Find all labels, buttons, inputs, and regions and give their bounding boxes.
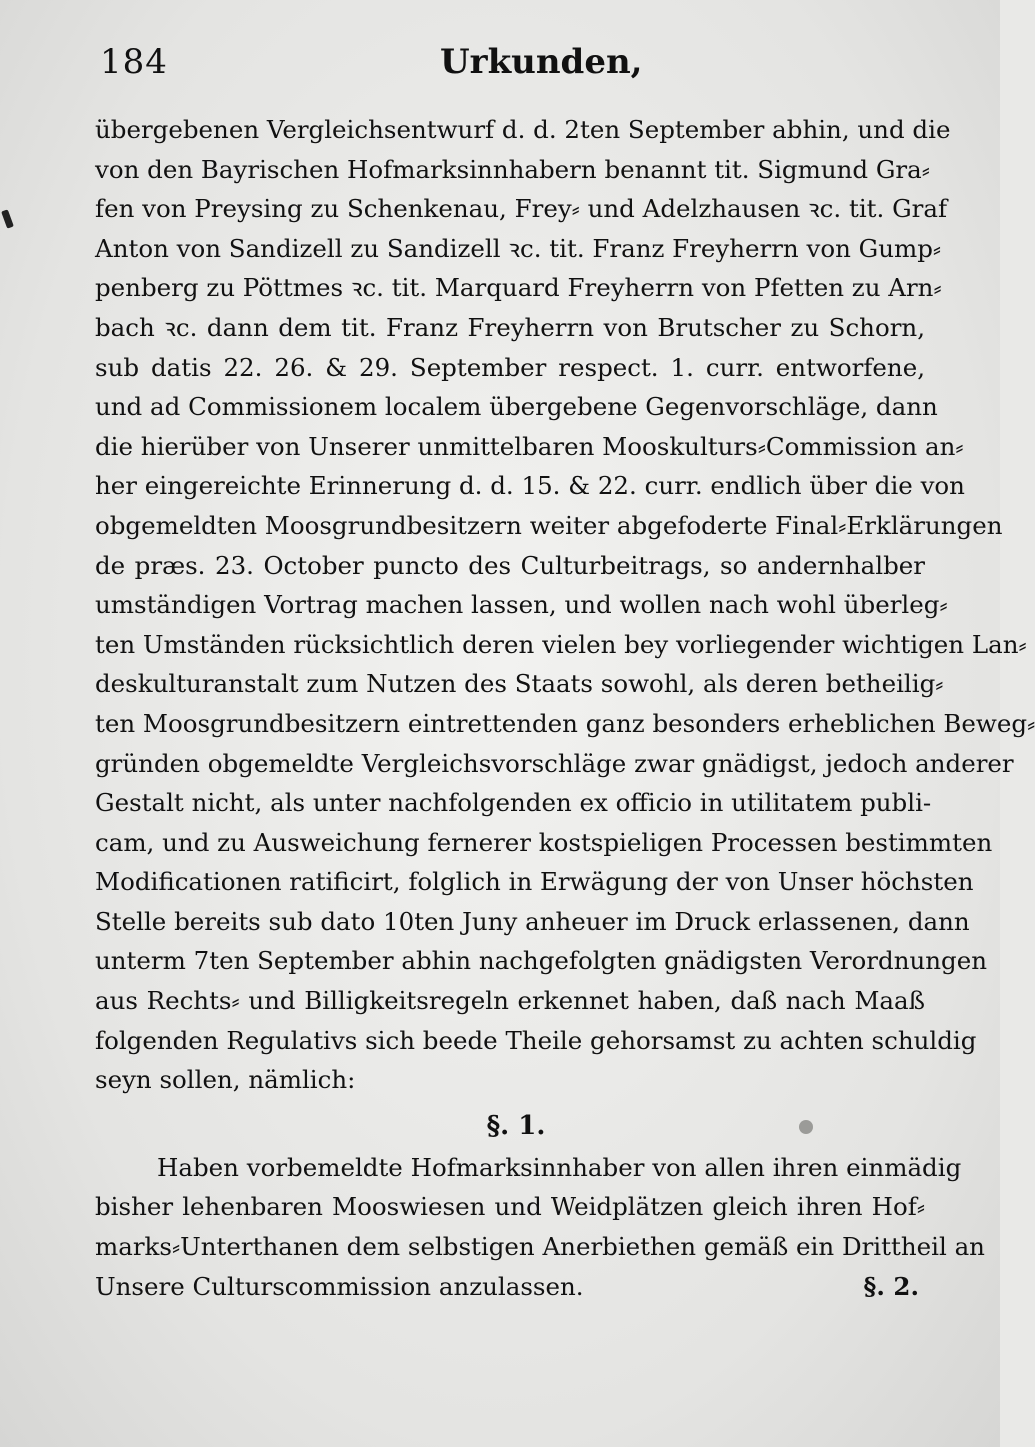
text-line: Stelle bereits sub dato 10ten Juny anheuer im Druck erlassenen, dann (95, 906, 970, 936)
running-title: Urkunden, (440, 42, 643, 82)
text-line: sub datis 22. 26. & 29. September respect. 1. curr. entworfene, (95, 352, 925, 382)
page-number: 184 (100, 42, 168, 82)
text-line: ten Umständen rücksichtlich deren vielen bey vorliegender wichtigen Lan⸗ (95, 629, 1027, 659)
text-line: übergebenen Vergleichsentwurf d. d. 2ten September abhin, und die (95, 115, 951, 144)
text-line: umständigen Vortrag machen lassen, und wollen nach wohl überleg⸗ (95, 590, 948, 620)
text-line: Modificationen ratificirt, folglich in Erwägung der von Unser höchsten (95, 867, 974, 897)
text-line: marks⸗Unterthanen dem selbstigen Anerbiethen gemäß ein Drittheil an (95, 1232, 985, 1262)
text-line: cam, und zu Ausweichung fernerer kostspieligen Processen bestimmten (95, 827, 993, 857)
text-line: unterm 7ten September abhin nachgefolgten gnädigsten Verordnungen (95, 946, 988, 976)
body-text (95, 110, 1035, 1306)
text-line: penberg zu Pöttmes ꝛc. tit. Marquard Freyherrn von Pfetten zu Arn⸗ (95, 273, 942, 303)
final-row (95, 1267, 925, 1307)
text-line: Unsere Culturscommission anzulassen. (95, 1271, 584, 1301)
text-line: Gestalt nicht, als unter nachfolgenden ex officio in utilitatem publi- (95, 788, 932, 818)
text-line: ten Moosgrundbesitzern eintrettenden ganz besonders erheblichen Beweg⸗ (95, 708, 1035, 738)
text-line: seyn sollen, nämlich: (95, 1065, 356, 1095)
section-heading: §. 1. (486, 1110, 546, 1141)
text-line: aus Rechts⸗ und Billigkeitsregeln erkennet haben, daß nach Maaß (95, 986, 925, 1016)
text-line: bach ꝛc. dann dem tit. Franz Freyherrn von Brutscher zu Schorn, (95, 312, 925, 342)
text-line: her eingereichte Erinnerung d. d. 15. & 22. curr. endlich über die von (95, 471, 965, 501)
catchword: §. 2. (863, 1271, 919, 1301)
text-line: gründen obgemeldte Vergleichsvorschläge zwar gnädigst, jedoch anderer (95, 748, 1014, 778)
margin-mark (1, 209, 14, 228)
text-line: deskulturanstalt zum Nutzen des Staats sowohl, als deren betheilig⸗ (95, 669, 944, 699)
text-line: und ad Commissionem localem übergebene Gegenvorschläge, dann (95, 392, 938, 422)
text-line: die hierüber von Unserer unmittelbaren Mooskulturs⸗Commission an⸗ (95, 431, 964, 461)
text-line: Haben vorbemeldte Hofmarksinnhaber von allen ihren einmädig (157, 1152, 962, 1182)
text-line: Anton von Sandizell zu Sandizell ꝛc. tit. Franz Freyherrn von Gump⸗ (95, 233, 942, 263)
text-line: fen von Preysing zu Schenkenau, Frey⸗ und Adelzhausen ꝛc. tit. Graf (95, 194, 948, 224)
text-line: bisher lehenbaren Mooswiesen und Weidplätzen gleich ihren Hof⸗ (95, 1192, 925, 1222)
text-line: de præs. 23. October puncto des Culturbeitrags, so andernhalber (95, 550, 925, 580)
text-line: folgenden Regulativs sich beede Theile gehorsamst zu achten schuldig (95, 1025, 977, 1055)
text-line: obgemeldten Moosgrundbesitzern weiter abgefoderte Final⸗Erklärungen (95, 510, 1003, 540)
page-header (100, 42, 920, 94)
text-line: von den Bayrischen Hofmarksinnhabern benannt tit. Sigmund Gra⸗ (95, 154, 930, 184)
